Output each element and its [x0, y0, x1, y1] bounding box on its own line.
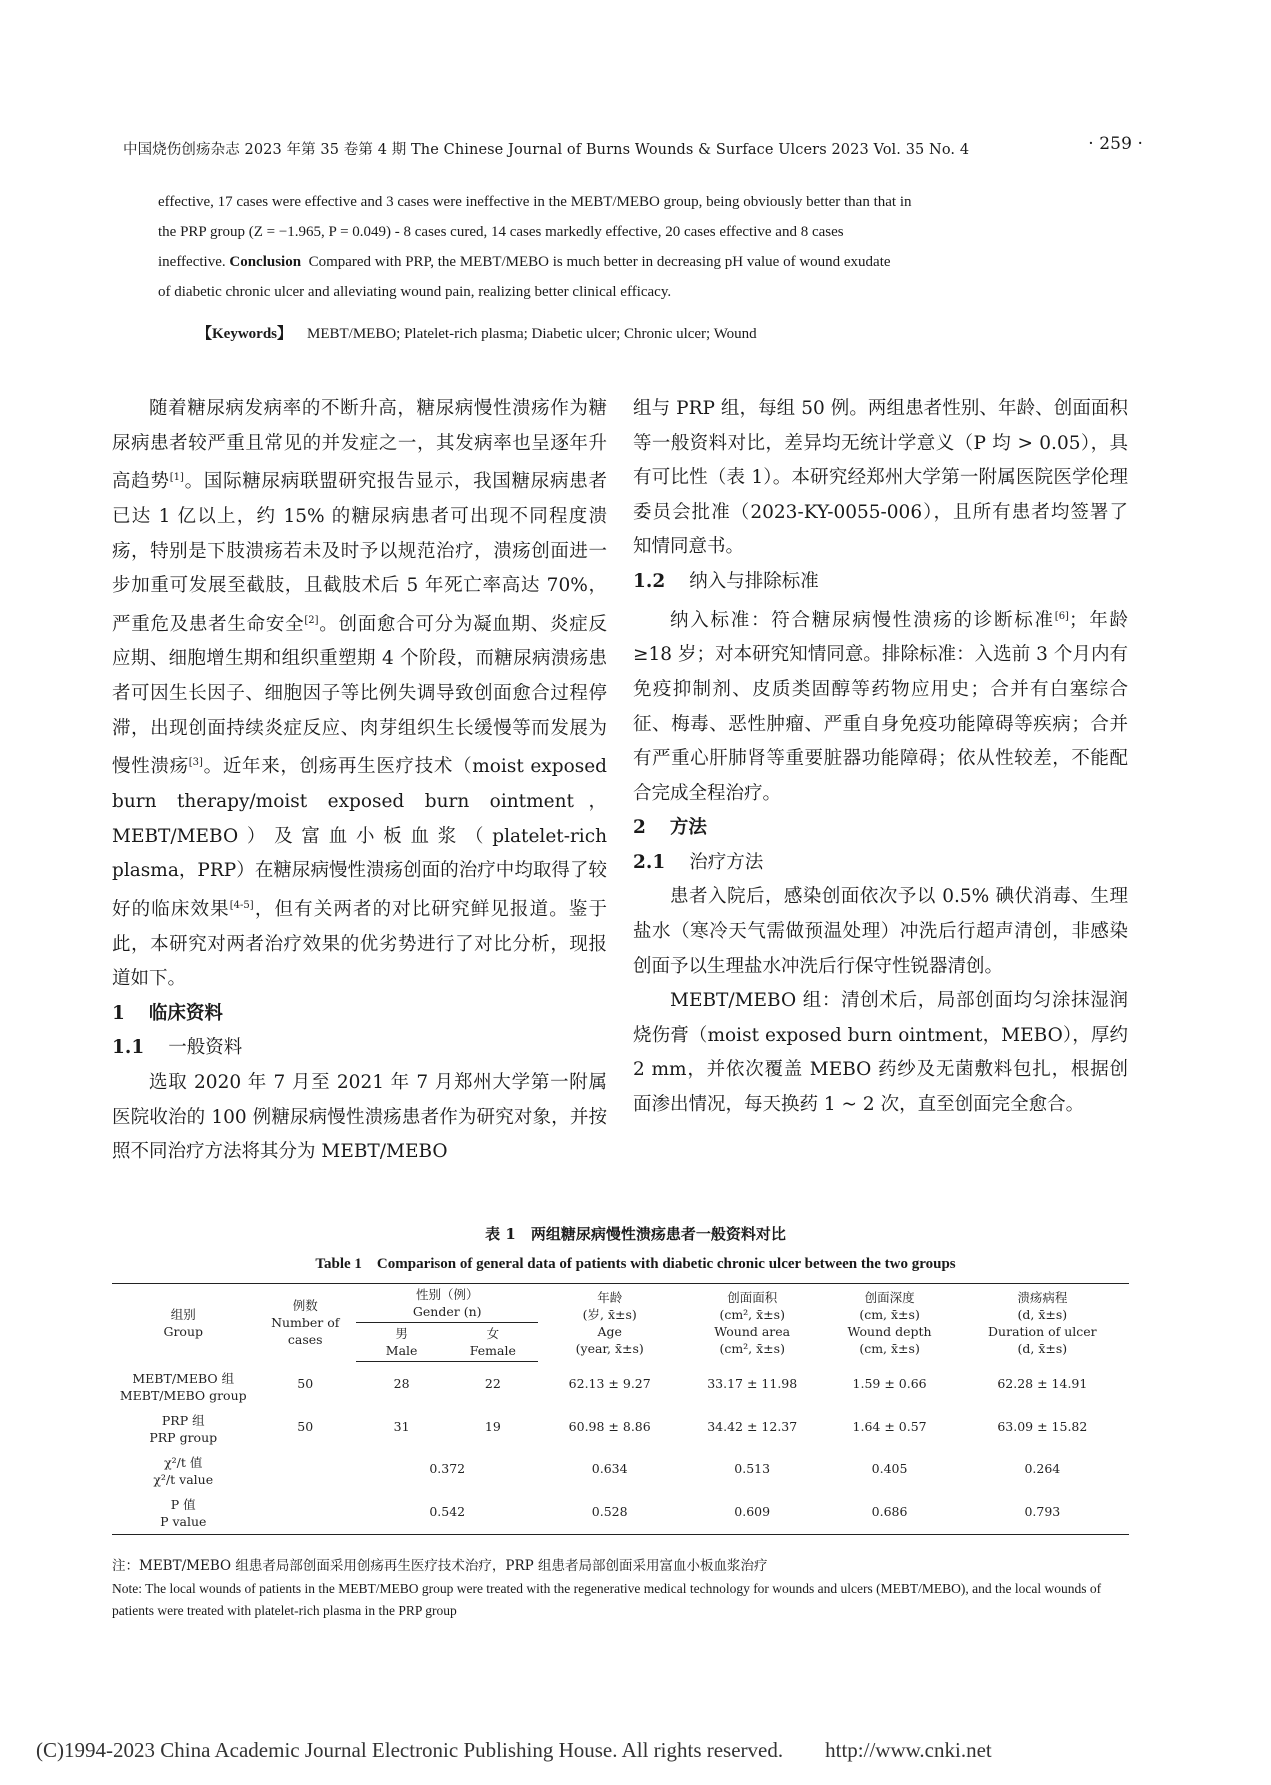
citation: [6]	[1054, 610, 1069, 622]
row-label	[112, 1490, 255, 1535]
cell-age: 0.528	[538, 1490, 681, 1535]
cell-duration: 0.264	[1024, 1461, 1061, 1476]
cell-en: χ²/t value	[153, 1471, 214, 1487]
conclusion-label: Conclusion	[229, 254, 302, 270]
header-en: Group	[163, 1323, 204, 1339]
header-unit: (cm², x̄±s)	[719, 1306, 785, 1322]
cell-depth: 1.64 ± 0.57	[852, 1419, 927, 1434]
cell-area: 33.17 ± 11.98	[707, 1376, 798, 1391]
section-title: 纳入与排除标准	[689, 570, 819, 592]
text-run: 随着糖尿病发病率的不断升高，糖尿病慢性溃疡作为糖尿病患者较严重且常见的并发症之一，其发病率也呈逐年升高趋势	[112, 398, 607, 493]
section-number: 1.1	[112, 1037, 145, 1059]
header-cn: 溃疡病程	[1017, 1289, 1068, 1305]
section-number: 2	[633, 817, 646, 839]
header-unit: (year, x̄±s)	[575, 1340, 644, 1356]
section-heading-1-2	[633, 565, 1128, 600]
cell-female: 22	[484, 1376, 501, 1392]
cell-cn: χ²/t 值	[164, 1454, 203, 1470]
header-area	[681, 1284, 824, 1362]
header-en: Age	[597, 1323, 622, 1339]
citation: [4-5]	[229, 899, 254, 911]
cell-duration: 0.793	[956, 1490, 1129, 1535]
header-female	[447, 1323, 538, 1362]
header-cases	[255, 1284, 356, 1362]
cell-depth: 0.686	[823, 1490, 955, 1535]
citation: [2]	[304, 614, 319, 626]
general-data-continued: 组与 PRP 组，每组 50 例。两组患者性别、年龄、创面面积等一般资料对比，差异均无统计学意义（P 均 > 0.05），具有可比性（表 1）。本研究经郑州大学第一附属医院医学伦理委员会批准（2023-KY-0055-006），且所有患者均签署了知情同意书。	[633, 398, 1128, 558]
text-run: 。国际糖尿病联盟研究报告显示，我国糖尿病患者已达 1 亿以上，约 15% 的糖尿病患者可出现不同程度溃疡，特别是下肢溃疡若未及时予以规范治疗，溃疡创面进一步加重可发展至截肢，且截肢术后 5 年死亡率高达 70%，严重危及患者生命安全	[112, 471, 607, 635]
cell-area: 34.42 ± 12.37	[707, 1419, 798, 1434]
row-group	[112, 1406, 255, 1448]
abstract-line: the PRP group (Z = −1.965, P = 0.049) - 8 cases cured, 14 cases markedly effective, 20 cases effective and 8 cases	[158, 224, 844, 240]
text-run: 。创面愈合可分为凝血期、炎症反应期、细胞增生期和组织重塑期 4 个阶段，而糖尿病溃疡患者可因生长因子、细胞因子等比例失调导致创面愈合过程停滞，出现创面持续炎症反应、肉芽组织生长缓慢等而发展为慢性溃疡	[112, 613, 607, 778]
cell-male: 31	[393, 1419, 410, 1434]
copyright-footer: (C)1994-2023 China Academic Journal Electronic Publishing House. All rights reserved. http://www.cnki.net	[36, 1738, 992, 1762]
header-gender	[356, 1284, 538, 1323]
citation: [3]	[188, 757, 203, 769]
header-duration	[956, 1284, 1129, 1362]
header-unit: (岁, x̄±s)	[582, 1306, 637, 1322]
cell-female: 19	[484, 1419, 501, 1434]
cell-cn: MEBT/MEBO 组	[132, 1370, 235, 1386]
header-depth	[823, 1284, 955, 1362]
page-number: · 259 ·	[1088, 134, 1143, 154]
header-en: Duration of ulcer	[988, 1323, 1097, 1339]
header-group	[112, 1284, 255, 1362]
header-cn: 男	[395, 1326, 408, 1341]
mebo-paragraph: MEBT/MEBO 组：清创术后，局部创面均匀涂抹湿润烧伤膏（moist exposed burn ointment，MEBO），厚约 2 mm，并依次覆盖 MEBO 药纱及无菌敷料包扎，根据创面渗出情况，每天换药 1 ~ 2 次，直至创面完全愈合。	[633, 990, 1128, 1116]
header-cn: 创面面积	[727, 1289, 778, 1305]
cell-age: 62.13 ± 9.27	[568, 1376, 651, 1391]
cell-depth: 1.59 ± 0.66	[852, 1376, 927, 1391]
cell-age: 60.98 ± 8.86	[568, 1419, 651, 1434]
cell-en: PRP group	[149, 1429, 218, 1445]
table-row-p	[112, 1490, 1129, 1535]
section-heading-1-1	[112, 1031, 607, 1066]
header-en: Gender (n)	[412, 1304, 482, 1319]
text-run: ，但有关两者的对比研究鲜见报道。鉴于此，本研究对两者治疗效果的优劣势进行了对比分析，现报道如下。	[112, 898, 607, 990]
cell-cases: 50	[297, 1376, 314, 1391]
section-title: 一般资料	[168, 1037, 243, 1059]
criteria-paragraph	[633, 600, 1128, 812]
section-heading-2	[633, 811, 1128, 846]
header-cn: 年龄	[597, 1289, 623, 1305]
abstract-line: of diabetic chronic ulcer and alleviating wound pain, realizing better clinical efficacy.	[158, 284, 672, 300]
abstract-line	[158, 247, 1108, 277]
table-row	[112, 1406, 1129, 1448]
table-row-stat	[112, 1448, 1129, 1490]
header-cn: 组别	[170, 1306, 196, 1322]
cell-cn: PRP 组	[161, 1412, 205, 1428]
table-note-en: Note: The local wounds of patients in the MEBT/MEBO group were treated with the regenerative medical technology for wounds and ulcers (MEBT/MEBO), and the local wounds of patients were treated with platelet-rich plasma in the PRP group	[112, 1581, 1102, 1618]
header-unit: (d, x̄±s)	[1017, 1340, 1068, 1356]
table-header-row	[112, 1284, 1129, 1323]
abstract-continuation	[158, 187, 1108, 307]
header-unit: (cm², x̄±s)	[719, 1340, 785, 1356]
text-run: 纳入标准：符合糖尿病慢性溃疡的诊断标准	[670, 609, 1055, 631]
general-data-paragraph: 选取 2020 年 7 月至 2021 年 7 月郑州大学第一附属医院收治的 100 例糖尿病慢性溃疡患者作为研究对象，并按照不同治疗方法将其分为 MEBT/MEBO	[112, 1071, 607, 1163]
text-run: ；年龄≥18 岁；对本研究知情同意。排除标准：入选前 3 个月内有免疫抑制剂、皮质类固醇等药物应用史；合并有白塞综合征、梅毒、恶性肿瘤、严重自身免疫功能障碍等疾病；合并有严重心肝肺肾等重要脏器功能障碍；依从性较差，不能配合完成全程治疗。	[633, 609, 1128, 804]
treatment-paragraph: 患者入院后，感染创面依次予以 0.5% 碘伏消毒、生理盐水（寒冷天气需做预温处理）冲洗后行超声清创，非感染创面予以生理盐水冲洗后行保守性锐器清创。	[633, 886, 1128, 977]
conclusion-text: Compared with PRP, the MEBT/MEBO is much better in decreasing pH value of wound exudate	[308, 254, 891, 270]
intro-paragraph	[112, 392, 607, 997]
section-number: 1	[112, 1002, 125, 1024]
text-run: 。近年来，创疡再生医疗技术（moist exposed burn therapy/moist exposed burn ointment，MEBT/MEBO）及富血小板血浆（platelet-rich plasma，PRP）在糖尿病慢性溃疡创面的治疗中均取得了较好的临床效果	[112, 756, 607, 920]
header-unit: (cm, x̄±s)	[859, 1340, 920, 1356]
cell-gender: 0.542	[356, 1490, 538, 1535]
table-note-cn: 注：MEBT/MEBO 组患者局部创面采用创疡再生医疗技术治疗，PRP 组患者局部创面采用富血小板血浆治疗	[112, 1558, 768, 1574]
section-heading-1	[112, 997, 607, 1032]
header-unit: (cm, x̄±s)	[859, 1306, 920, 1322]
header-en: Wound area	[714, 1323, 791, 1339]
right-column	[633, 392, 1128, 1123]
section-title: 治疗方法	[689, 851, 764, 873]
cell-en: MEBT/MEBO group	[119, 1387, 247, 1403]
keywords	[197, 322, 757, 343]
keywords-list: MEBT/MEBO; Platelet-rich plasma; Diabetic ulcer; Chronic ulcer; Wound	[307, 326, 757, 342]
header-en: Wound depth	[847, 1323, 932, 1339]
header-cn: 创面深度	[864, 1289, 915, 1305]
section-number: 2.1	[633, 851, 666, 873]
header-cn: 性别（例）	[415, 1287, 479, 1302]
table-row	[112, 1362, 1129, 1406]
header-unit: (d, x̄±s)	[1017, 1306, 1068, 1322]
cell-area: 0.513	[734, 1461, 771, 1476]
section-number: 1.2	[633, 570, 666, 592]
cell-male: 28	[393, 1376, 410, 1392]
cell-en: P value	[160, 1513, 207, 1529]
citation: [1]	[169, 472, 184, 484]
header-male	[356, 1323, 447, 1362]
cell-depth: 0.405	[871, 1461, 908, 1476]
cell-cases: 50	[297, 1419, 314, 1434]
cell-duration: 63.09 ± 15.82	[997, 1419, 1088, 1434]
cell-cn: P 值	[170, 1496, 196, 1512]
table-caption-cn: 表 1 两组糖尿病慢性溃疡患者一般资料对比	[485, 1225, 786, 1243]
running-header-text: 中国烧伤创疡杂志 2023 年第 35 卷第 4 期 The Chinese Journal of Burns Wounds & Surface Ulcers 2023 Vol. 35 No. 4	[123, 142, 970, 158]
row-label	[112, 1448, 255, 1490]
section-title: 方法	[669, 817, 707, 839]
abstract-line: effective, 17 cases were effective and 3 cases were ineffective in the MEBT/MEBO group, being obviously better than that in	[158, 194, 912, 210]
cell-duration: 62.28 ± 14.91	[997, 1376, 1088, 1391]
running-header	[123, 134, 1143, 159]
table-caption-en: Table 1 Comparison of general data of patients with diabetic chronic ulcer between the two groups	[315, 1256, 956, 1272]
abstract-line-text: ineffective.	[158, 254, 226, 270]
header-en: Male	[385, 1343, 418, 1358]
left-column	[112, 392, 607, 1170]
header-en: Number of cases	[271, 1315, 340, 1348]
cell-area: 0.609	[681, 1490, 824, 1535]
general-data-table	[112, 1283, 1129, 1535]
header-cn: 例数	[292, 1298, 318, 1314]
section-title: 临床资料	[148, 1002, 223, 1024]
section-heading-2-1	[633, 846, 1128, 881]
row-group	[112, 1362, 255, 1406]
header-cn: 女	[486, 1326, 500, 1341]
keywords-label: 【Keywords】	[197, 326, 292, 342]
cell-age: 0.634	[591, 1461, 628, 1476]
header-en: Female	[469, 1343, 516, 1358]
header-age	[538, 1284, 681, 1362]
cell-gender: 0.372	[429, 1461, 466, 1476]
